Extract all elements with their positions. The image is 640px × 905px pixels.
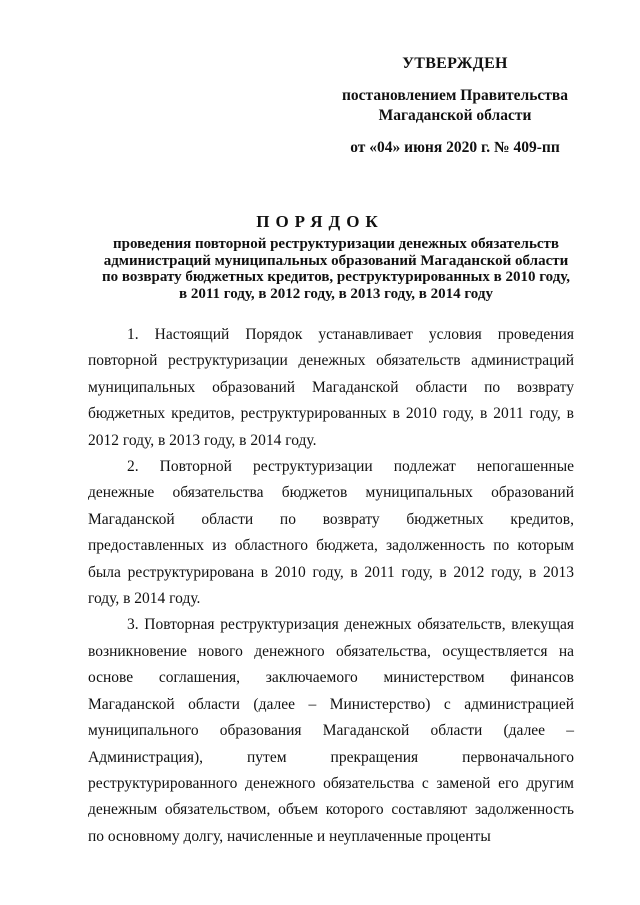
subtitle-line: администраций муниципальных образований Магаданской области bbox=[103, 252, 569, 269]
document-title: ПОРЯДОК bbox=[256, 212, 384, 231]
subtitle-line: по возврату бюджетных кредитов, реструктурированных в 2010 году, bbox=[101, 269, 571, 285]
paragraph-1: 1. Настоящий Порядок устанавливает условия проведения повторной реструктуризации денежных обязательств администраций муниципальных образований Магаданской области по возврату бюджетных кредитов, реструктурированных в 2010 году, в 2011 году, в 2012 году, в 2013 году, в 2014 году. bbox=[88, 326, 574, 449]
approval-title: УТВЕРЖДЕН bbox=[402, 55, 508, 72]
document-body bbox=[88, 322, 574, 850]
approval-date: от «04» июня 2020 г. № 409-пп bbox=[350, 139, 560, 156]
approval-stamp bbox=[330, 54, 580, 158]
document-subtitle bbox=[96, 236, 576, 302]
approval-line-1: постановлением Правительства bbox=[341, 87, 569, 104]
paragraph-2: 2. Повторной реструктуризации подлежат непогашенные денежные обязательства бюджетов муниципальных образований Магаданской области по возврату бюджетных кредитов, предоставленных из областного бюджета, задолженность по которым была реструктурирована в 2010 году, в 2011 году, в 2012 году, в 2013 году, в 2014 году. bbox=[88, 458, 574, 608]
approval-line-2: Магаданской области bbox=[378, 107, 532, 124]
subtitle-line: проведения повторной реструктуризации денежных обязательств bbox=[112, 236, 560, 252]
subtitle-line: в 2011 году, в 2012 году, в 2013 году, в 2014 году bbox=[179, 285, 493, 302]
paragraph-3: 3. Повторная реструктуризация денежных обязательств, влекущая возникновение нового денежного обязательства, осуществляется на основе соглашения, заключаемого министерством финансов Магаданской области (далее – Министерство) с администрацией муниципального образования Магаданской области (далее – Администрация), путем прекращения первоначального реструктурированного денежного обязательства с заменой его другим денежным обязательством, объем которого составляют задолженность по основному долгу, начисленные и неуплаченные проценты bbox=[88, 616, 574, 845]
